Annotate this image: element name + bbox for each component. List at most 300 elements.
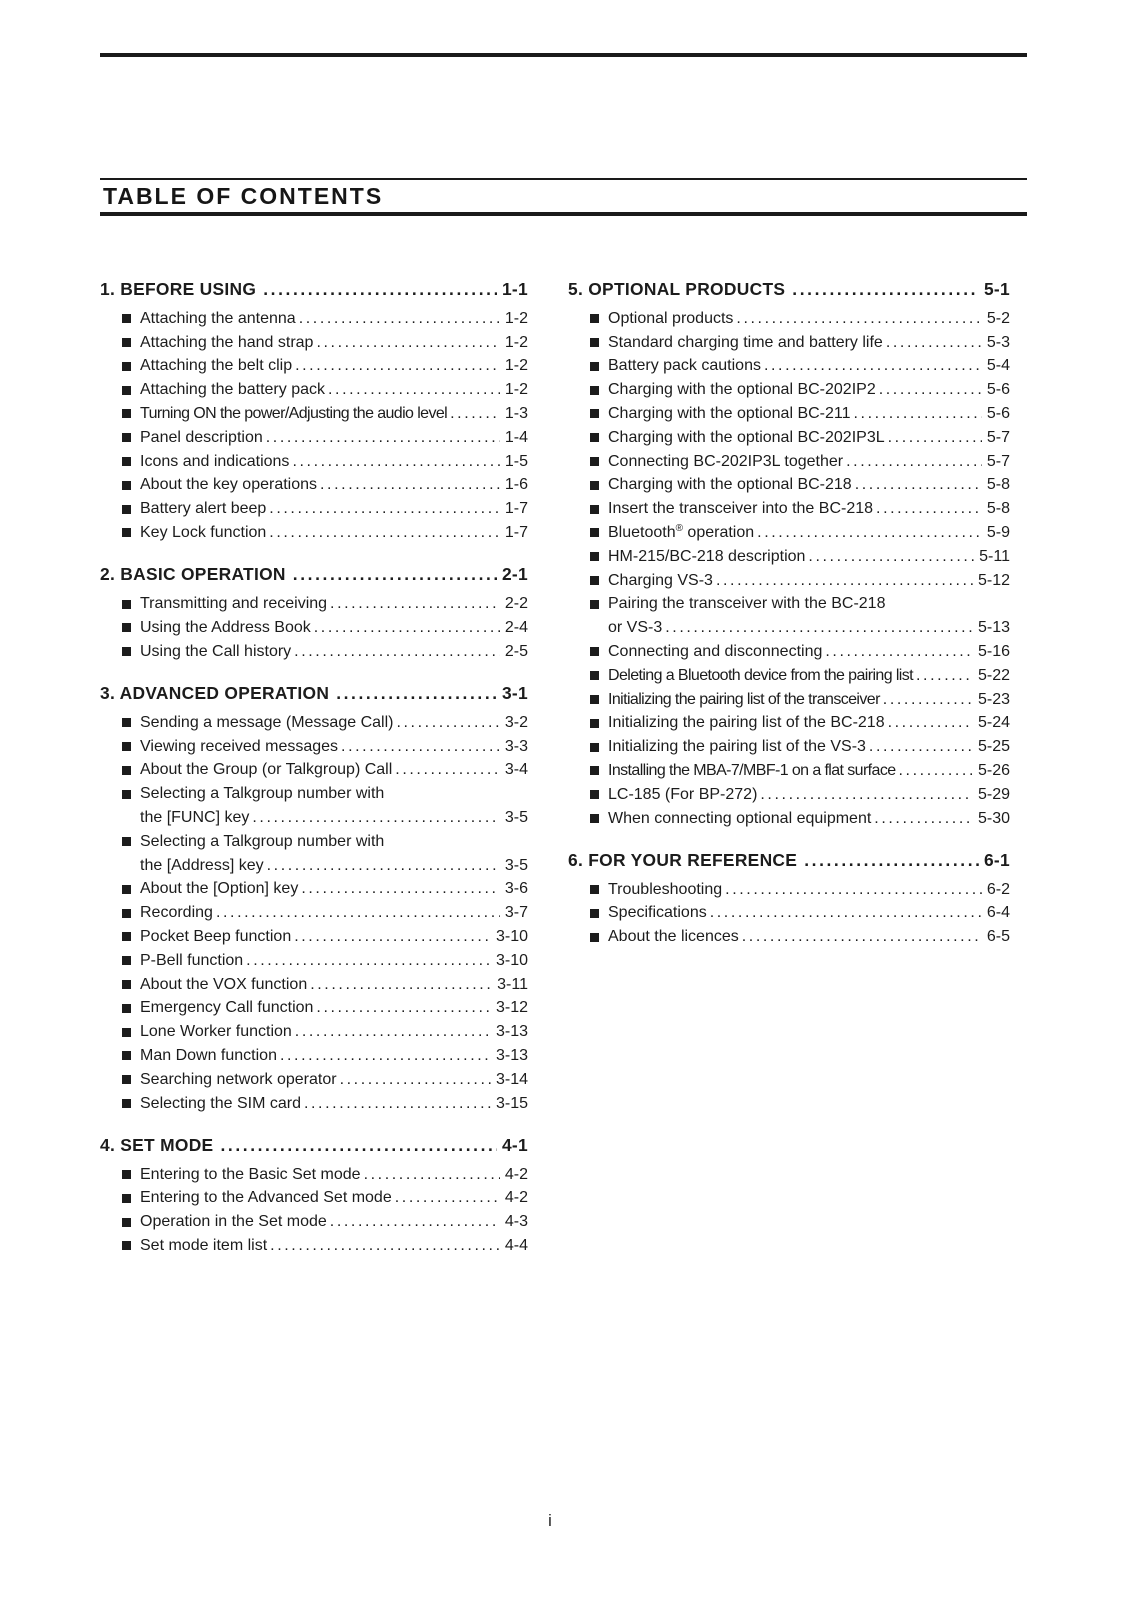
dot-leader [361, 1163, 500, 1187]
square-bullet-icon [122, 1218, 131, 1227]
toc-entry-page: 5-24 [977, 714, 1010, 732]
square-bullet-icon [122, 386, 131, 395]
dot-leader [327, 1210, 500, 1234]
dot-leader [327, 592, 500, 616]
dot-leader [757, 783, 973, 807]
toc-entry-label: Charging with the optional BC-202IP2 [608, 381, 876, 399]
square-bullet-icon [122, 718, 131, 727]
square-bullet-icon [590, 671, 599, 680]
toc-entry-label: Connecting and disconnecting [608, 642, 823, 660]
square-bullet-icon [122, 909, 131, 918]
toc-entry-page: 2-4 [504, 618, 528, 636]
toc-entry [100, 378, 528, 402]
toc-entry [100, 1068, 528, 1092]
toc-entry-page: 3-12 [495, 999, 528, 1017]
square-bullet-icon [122, 600, 131, 609]
dot-leader [263, 426, 500, 450]
dot-leader [733, 307, 981, 331]
toc-entry [568, 640, 1010, 664]
toc-entry-label: Turning ON the power/Adjusting the audio level [140, 404, 448, 422]
toc-entry-page: 5-12 [977, 571, 1010, 589]
square-bullet-icon [122, 790, 131, 799]
toc-entry-page: 3-15 [495, 1094, 528, 1112]
toc-entry-label: About the VOX function [140, 975, 308, 993]
toc-section [100, 1134, 528, 1258]
toc-entry-label: Emergency Call function [140, 999, 314, 1017]
toc-entry-label: Attaching the belt clip [140, 357, 293, 375]
toc-entry-page: 3-10 [495, 951, 528, 969]
toc-section-heading [568, 849, 1010, 873]
dot-leader [713, 569, 973, 593]
page-folio: i [548, 1512, 552, 1530]
toc-entry [568, 688, 1010, 712]
toc-entry-page: 4-4 [504, 1236, 528, 1254]
dot-leader [298, 877, 500, 901]
toc-entry-page: 5-23 [977, 690, 1010, 708]
toc-entry-label: Pocket Beep function [140, 927, 292, 945]
toc-entry [100, 497, 528, 521]
toc-entry [568, 592, 1010, 616]
square-bullet-icon [590, 552, 599, 561]
toc-section-heading [100, 278, 528, 302]
dot-leader [311, 616, 500, 640]
square-bullet-icon [122, 409, 131, 418]
toc-entry [568, 807, 1010, 831]
square-bullet-icon [590, 647, 599, 656]
toc-entry-page: 5-8 [986, 500, 1010, 518]
square-bullet-icon [122, 1170, 131, 1179]
toc-entry-label: Set mode item list [140, 1236, 268, 1254]
toc-entry-label: About the licences [608, 928, 739, 946]
toc-entry-page: 1-3 [504, 404, 528, 422]
dot-leader [707, 901, 982, 925]
toc-entry [100, 877, 528, 901]
toc-entry-page: 5-4 [986, 357, 1010, 375]
dot-leader [852, 473, 982, 497]
toc-entry-page: 5-7 [986, 452, 1010, 470]
toc-entry-label: Entering to the Advanced Set mode [140, 1189, 392, 1207]
toc-entry-page: 6-2 [986, 880, 1010, 898]
dot-leader [392, 1186, 500, 1210]
dot-leader [880, 688, 973, 712]
square-bullet-icon [122, 885, 131, 894]
toc-section [568, 278, 1010, 830]
toc-entry-page: 4-2 [504, 1189, 528, 1207]
dot-leader [662, 616, 973, 640]
square-bullet-icon [122, 623, 131, 632]
toc-entry [100, 592, 528, 616]
toc-entry [568, 331, 1010, 355]
toc-section-heading [100, 1134, 528, 1158]
dot-leader [313, 996, 491, 1020]
square-bullet-icon [122, 647, 131, 656]
toc-entry-page: 5-22 [977, 666, 1010, 684]
toc-entry [100, 426, 528, 450]
toc-entry [100, 307, 528, 331]
dot-leader [896, 759, 973, 783]
square-bullet-icon [122, 314, 131, 323]
toc-entry-label: Insert the transceiver into the BC-218 [608, 500, 874, 518]
dot-leader [447, 402, 500, 426]
toc-entry [100, 354, 528, 378]
toc-entry [100, 331, 528, 355]
dot-leader [213, 1134, 496, 1158]
toc-section-title: 1. BEFORE USING [100, 279, 257, 299]
toc-entry [100, 1020, 528, 1044]
toc-entry [100, 473, 528, 497]
toc-entry-label: Icons and indications [140, 452, 290, 470]
toc-section-page: 4-1 [501, 1134, 528, 1155]
toc-section-heading [100, 563, 528, 587]
square-bullet-icon [590, 314, 599, 323]
square-bullet-icon [122, 1099, 131, 1108]
toc-entry-label: Initializing the pairing list of the VS-3 [608, 738, 866, 756]
toc-entry-page: 5-11 [979, 547, 1010, 565]
toc-entry-label: Sending a message (Message Call) [140, 713, 394, 731]
square-bullet-icon [122, 362, 131, 371]
square-bullet-icon [590, 481, 599, 490]
toc-entry [100, 1163, 528, 1187]
dot-leader [249, 806, 500, 830]
toc-entry-page: 5-26 [977, 761, 1010, 779]
toc-entry-page: 4-2 [504, 1165, 528, 1183]
toc-entry-page: 1-2 [504, 333, 528, 351]
toc-entry [100, 640, 528, 664]
toc-entry [100, 1186, 528, 1210]
toc-entry-label: Operation in the Set mode [140, 1213, 327, 1231]
dot-leader [913, 664, 973, 688]
toc-entry [100, 1234, 528, 1258]
toc-entry-page: 3-11 [497, 975, 528, 993]
toc-entry-label: Panel description [140, 428, 263, 446]
square-bullet-icon [122, 932, 131, 941]
dot-leader [851, 402, 982, 426]
square-bullet-icon [122, 1241, 131, 1250]
toc-entry-label: Initializing the pairing list of the BC-218 [608, 714, 885, 732]
toc-entry [568, 354, 1010, 378]
dot-leader [885, 711, 973, 735]
dot-leader [393, 711, 499, 735]
toc-entry-label: Installing the MBA-7/MBF-1 on a flat surface [608, 761, 896, 779]
toc-entry-page: 3-14 [495, 1070, 528, 1088]
square-bullet-icon [122, 505, 131, 514]
toc-entry [568, 473, 1010, 497]
toc-section-heading [100, 682, 528, 706]
square-bullet-icon [122, 528, 131, 537]
toc-entry [568, 378, 1010, 402]
toc-entry-page: 5-30 [977, 809, 1010, 827]
toc-entry-page: 1-6 [504, 476, 528, 494]
dot-leader [292, 1020, 491, 1044]
toc-entry-page: 3-2 [504, 713, 528, 731]
toc-entry-label: Charging with the optional BC-218 [608, 476, 852, 494]
toc-entry-label: Battery pack cautions [608, 357, 761, 375]
toc-section-title: 6. FOR YOUR REFERENCE [568, 849, 798, 870]
toc-section-page: 3-1 [501, 682, 528, 703]
square-bullet-icon [590, 790, 599, 799]
title-rule-bottom [100, 212, 1027, 216]
square-bullet-icon [590, 814, 599, 823]
dot-leader [722, 878, 982, 902]
toc-entry-label: About the [Option] key [140, 880, 299, 898]
dot-leader [883, 331, 982, 355]
dot-leader [761, 354, 982, 378]
toc-entry-label: Selecting a Talkgroup number with [140, 785, 385, 803]
toc-entry [100, 973, 528, 997]
toc-entry [568, 783, 1010, 807]
square-bullet-icon [122, 1004, 131, 1013]
toc-entry-label: About the key operations [140, 476, 318, 494]
toc-entry [100, 996, 528, 1020]
dot-leader [277, 1044, 491, 1068]
square-bullet-icon [590, 933, 599, 942]
dot-leader [313, 331, 499, 355]
toc-entry-page: 5-25 [977, 738, 1010, 756]
toc-entry-page: 1-2 [504, 381, 528, 399]
toc-entry-label: LC-185 (For BP-272) [608, 785, 758, 803]
dot-leader [291, 925, 491, 949]
toc-entry-label: Using the Address Book [140, 618, 311, 636]
toc-entry-label: the [FUNC] key [140, 808, 250, 826]
toc-entry-continuation [568, 616, 1010, 640]
dot-leader [873, 497, 982, 521]
toc-entry-page: 1-7 [504, 523, 528, 541]
square-bullet-icon [122, 956, 131, 965]
toc-entry [100, 402, 528, 426]
dot-leader [338, 735, 500, 759]
toc-entry [100, 782, 528, 806]
dot-leader [286, 563, 497, 587]
toc-section-title: 5. OPTIONAL PRODUCTS [568, 279, 786, 299]
toc-entry-page: 5-9 [986, 523, 1010, 541]
toc-entry [568, 759, 1010, 783]
toc-section-page: 1-1 [501, 279, 528, 299]
square-bullet-icon [590, 362, 599, 371]
toc-entry [100, 1044, 528, 1068]
toc-entry-label: Recording [140, 904, 213, 922]
toc-entry [568, 307, 1010, 331]
toc-entry [100, 949, 528, 973]
toc-entry [568, 521, 1010, 545]
toc-entry [568, 402, 1010, 426]
toc-entry-page: 1-4 [504, 428, 528, 446]
toc-entry-page: 2-2 [504, 595, 528, 613]
toc-entry-page: 5-2 [986, 309, 1010, 327]
toc-entry-label: Charging with the optional BC-202IP3L [608, 428, 885, 446]
toc-entry-page: 6-4 [986, 904, 1010, 922]
toc-section-page: 6-1 [983, 849, 1010, 870]
toc-entry-page: 3-5 [504, 808, 528, 826]
dot-leader [266, 521, 500, 545]
toc-entry-label: Standard charging time and battery life [608, 333, 883, 351]
dot-leader [289, 450, 499, 474]
square-bullet-icon [590, 719, 599, 728]
toc-entry [100, 521, 528, 545]
toc-entry-label: Attaching the hand strap [140, 333, 314, 351]
toc-entry-label: Key Lock function [140, 523, 267, 541]
toc-entry-label: Attaching the antenna [140, 309, 296, 327]
toc-entry [568, 545, 1010, 569]
toc-entry [100, 1092, 528, 1116]
toc-entry-page: 5-16 [977, 642, 1010, 660]
toc-entry [568, 569, 1010, 593]
toc-section [100, 682, 528, 1115]
toc-entry [568, 878, 1010, 902]
square-bullet-icon [122, 1194, 131, 1203]
toc-entry-page: 3-4 [504, 761, 528, 779]
toc-entry [100, 616, 528, 640]
toc-entry-page: 5-13 [977, 619, 1010, 637]
toc-entry-label: Lone Worker function [140, 1023, 292, 1041]
dot-leader [292, 354, 500, 378]
toc-entry-page: 6-5 [986, 928, 1010, 946]
toc-entry-label: Initializing the pairing list of the transceiver [608, 690, 880, 708]
toc-entry-page: 3-5 [504, 856, 528, 874]
toc-entry-page: 5-29 [977, 785, 1010, 803]
toc-entry-continuation [100, 806, 528, 830]
dot-leader [337, 1068, 491, 1092]
dot-leader [885, 426, 982, 450]
toc-entry-page: 3-7 [504, 904, 528, 922]
dot-leader [785, 278, 979, 302]
square-bullet-icon [590, 766, 599, 775]
square-bullet-icon [122, 457, 131, 466]
toc-entry-page: 3-6 [504, 880, 528, 898]
toc-entry-page: 1-5 [504, 452, 528, 470]
square-bullet-icon [122, 481, 131, 490]
toc-entry-page: 1-2 [504, 309, 528, 327]
square-bullet-icon [590, 505, 599, 514]
dot-leader [843, 450, 982, 474]
toc-columns [100, 278, 1010, 1258]
square-bullet-icon [122, 766, 131, 775]
dot-leader [876, 378, 982, 402]
square-bullet-icon [590, 743, 599, 752]
toc-section-page: 5-1 [983, 279, 1010, 299]
toc-entry-label: Troubleshooting [608, 880, 723, 898]
dot-leader [739, 925, 982, 949]
toc-entry-label: Pairing the transceiver with the BC-218 [608, 595, 886, 613]
toc-section-title: 4. SET MODE [100, 1134, 214, 1155]
toc-entry-page: 4-3 [504, 1213, 528, 1231]
square-bullet-icon [590, 695, 599, 704]
square-bullet-icon [122, 338, 131, 347]
dot-leader [296, 307, 500, 331]
toc-entry [100, 735, 528, 759]
toc-entry [100, 450, 528, 474]
square-bullet-icon [122, 433, 131, 442]
dot-leader [805, 545, 974, 569]
square-bullet-icon [122, 1075, 131, 1084]
toc-entry-label: Selecting a Talkgroup number with [140, 832, 385, 850]
dot-leader [213, 901, 500, 925]
dot-leader [871, 807, 973, 831]
toc-section-heading [568, 278, 1010, 302]
dot-leader [822, 640, 973, 664]
toc-entry-label: Selecting the SIM card [140, 1094, 301, 1112]
dot-leader [866, 735, 973, 759]
toc-entry [100, 758, 528, 782]
dot-leader [267, 1234, 500, 1258]
toc-entry-page: 1-2 [504, 357, 528, 375]
toc-entry-label: Battery alert beep [140, 500, 267, 518]
toc-entry-page: 5-6 [986, 404, 1010, 422]
toc-entry [100, 1210, 528, 1234]
toc-entry-label: Viewing received messages [140, 737, 339, 755]
toc-entry-label: HM-215/BC-218 description [608, 547, 806, 565]
square-bullet-icon [122, 980, 131, 989]
toc-entry-label: Deleting a Bluetooth device from the pairing list [608, 666, 914, 684]
toc-section [568, 849, 1010, 949]
dot-leader [243, 949, 491, 973]
toc-section [100, 563, 528, 663]
square-bullet-icon [590, 457, 599, 466]
toc-section [100, 278, 528, 545]
top-rule [100, 53, 1027, 57]
toc-entry-label: Specifications [608, 904, 707, 922]
dot-leader [256, 278, 497, 302]
square-bullet-icon [122, 742, 131, 751]
square-bullet-icon [122, 1051, 131, 1060]
toc-entry-page: 5-8 [986, 476, 1010, 494]
toc-column-right [568, 278, 1010, 1258]
toc-section-page: 2-1 [501, 564, 528, 585]
dot-leader [325, 378, 500, 402]
square-bullet-icon [590, 338, 599, 347]
toc-entry-label: Attaching the battery pack [140, 381, 325, 399]
toc-entry [100, 901, 528, 925]
toc-entry [100, 711, 528, 735]
dot-leader [392, 758, 500, 782]
toc-section-title: 2. BASIC OPERATION [100, 564, 286, 585]
toc-entry-label: Searching network operator [140, 1070, 337, 1088]
toc-entry-page: 5-7 [986, 428, 1010, 446]
toc-entry-label: Using the Call history [140, 642, 292, 660]
square-bullet-icon [590, 433, 599, 442]
dot-leader [264, 854, 500, 878]
toc-entry [568, 664, 1010, 688]
square-bullet-icon [590, 528, 599, 537]
toc-entry-page: 3-13 [495, 1046, 528, 1064]
toc-entry [568, 450, 1010, 474]
toc-entry-label: Entering to the Basic Set mode [140, 1165, 361, 1183]
toc-entry-label: Charging VS-3 [608, 571, 713, 589]
toc-entry-page: 3-13 [495, 1023, 528, 1041]
dot-leader [797, 849, 979, 873]
toc-entry-label: Optional products [608, 309, 734, 327]
dot-leader [307, 973, 492, 997]
toc-entry [568, 735, 1010, 759]
toc-entry-label: About the Group (or Talkgroup) Call [140, 761, 393, 779]
toc-entry [568, 925, 1010, 949]
toc-entry [568, 497, 1010, 521]
toc-entry-page: 5-3 [986, 333, 1010, 351]
toc-entry-label: P-Bell function [140, 951, 244, 969]
toc-entry [568, 901, 1010, 925]
square-bullet-icon [590, 600, 599, 609]
toc-entry-label: Bluetooth® operation [608, 522, 755, 541]
toc-entry [100, 925, 528, 949]
square-bullet-icon [590, 386, 599, 395]
dot-leader [291, 640, 500, 664]
title-rule-top [100, 178, 1027, 180]
square-bullet-icon [590, 576, 599, 585]
toc-entry-continuation [100, 854, 528, 878]
dot-leader [329, 682, 497, 706]
toc-entry-label: Transmitting and receiving [140, 595, 328, 613]
toc-entry-page: 5-6 [986, 381, 1010, 399]
toc-entry-label: Charging with the optional BC-211 [608, 404, 851, 422]
